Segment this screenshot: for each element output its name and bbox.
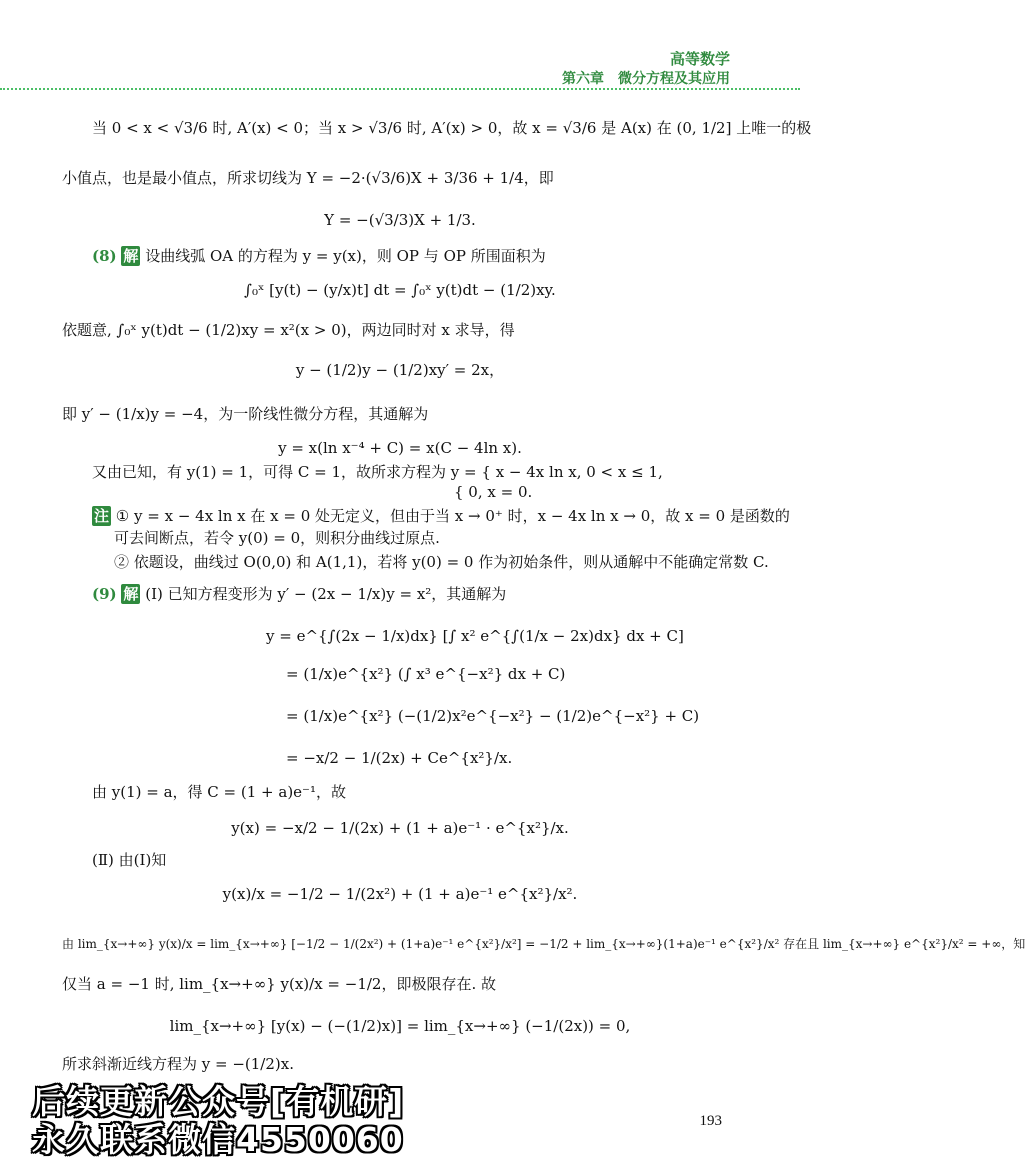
header-divider <box>0 88 800 90</box>
equation: y(x) = −x/2 − 1/(2x) + (1 + a)e⁻¹ · e^{x²}/x. <box>231 819 569 837</box>
text-line: 由 lim_{x→+∞} y(x)/x = lim_{x→+∞} [−1/2 − 1/(2x²) + (1+a)e⁻¹ e^{x²}/x²] = −1/2 + lim_{x→+∞}(1+a)e⁻¹ e^{x²}/x² 存在且 lim_{x→+∞} e^{x²}/x² = +∞，知 <box>62 937 1025 951</box>
text-line: 即 y′ − (1/x)y = −4，为一阶线性微分方程，其通解为 <box>62 405 429 423</box>
text-line: 设曲线弧 OA 的方程为 y = y(x)，则 OP 与 OP 所围面积为 <box>145 247 546 265</box>
text-line: 当 0 < x < √3/6 时, A′(x) < 0；当 x > √3/6 时, A′(x) > 0，故 x = √3/6 是 A(x) 在 (0, 1/2] 上唯一的极 <box>92 119 812 137</box>
text-line: 依题意, ∫₀ˣ y(t)dt − (1/2)xy = x²(x > 0)，两边同时对 x 求导，得 <box>62 321 515 339</box>
equation: = (1/x)e^{x²} (−(1/2)x²e^{−x²} − (1/2)e^{−x²} + C) <box>286 707 700 725</box>
problem-number: (9) <box>92 585 117 603</box>
text-line: (Ⅰ) 已知方程变形为 y′ − (2x − 1/x)y = x²，其通解为 <box>145 585 507 603</box>
equation: y(x)/x = −1/2 − 1/(2x²) + (1 + a)e⁻¹ e^{x²}/x². <box>222 885 578 903</box>
equation: lim_{x→+∞} [y(x) − (−(1/2)x)] = lim_{x→+∞} (−1/(2x)) = 0, <box>169 1017 631 1035</box>
book-title: 高等数学 <box>669 51 730 68</box>
equation: Y = −(√3/3)X + 1/3. <box>324 211 476 229</box>
watermark-line-1: 后续更新公众号[有机研] <box>32 1082 405 1121</box>
solution-badge: 解 <box>123 585 139 603</box>
problem-8-line <box>92 246 546 266</box>
equation: y − (1/2)y − (1/2)xy′ = 2x， <box>295 361 505 379</box>
equation: = −x/2 − 1/(2x) + Ce^{x²}/x. <box>286 749 513 767</box>
equation: = (1/x)e^{x²} (∫ x³ e^{−x²} dx + C) <box>286 665 566 683</box>
solution-badge: 解 <box>123 247 139 265</box>
text-line: 仅当 a = −1 时, lim_{x→+∞} y(x)/x = −1/2，即极限存在. 故 <box>62 975 496 993</box>
text-line: 可去间断点，若令 y(0) = 0，则积分曲线过原点. <box>114 529 440 547</box>
equation: ∫₀ˣ [y(t) − (y/x)t] dt = ∫₀ˣ y(t)dt − (1/2)xy. <box>244 281 556 299</box>
text-line: 所求斜渐近线方程为 y = −(1/2)x. <box>62 1055 294 1073</box>
watermark-line-2: 永久联系微信4550060 <box>32 1120 404 1159</box>
text-line: 由 y(1) = a，得 C = (1 + a)e⁻¹，故 <box>92 783 346 801</box>
note-line <box>92 506 790 526</box>
text-line: ② 依题设，曲线过 O(0,0) 和 A(1,1)，若将 y(0) = 0 作为初始条件，则从通解中不能确定常数 C. <box>114 553 769 571</box>
text-line: ① y = x − 4x ln x 在 x = 0 处无定义，但由于当 x → 0⁺ 时，x − 4x ln x → 0，故 x = 0 是函数的 <box>115 507 790 525</box>
equation: y = e^{∫(2x − 1/x)dx} [∫ x² e^{∫(1/x − 2x)dx} dx + C] <box>266 627 684 645</box>
problem-9-line <box>92 584 506 604</box>
text-line: 小值点，也是最小值点，所求切线为 Y = −2·(√3/6)X + 3/36 + 1/4，即 <box>62 169 554 187</box>
problem-number: (8) <box>92 247 117 265</box>
text-line: (Ⅱ) 由(Ⅰ)知 <box>92 851 167 869</box>
chapter-title: 第六章 微分方程及其应用 <box>562 70 730 86</box>
equation: y = x(ln x⁻⁴ + C) = x(C − 4ln x). <box>278 439 522 457</box>
note-badge: 注 <box>94 507 110 525</box>
text-line: { 0, x = 0. <box>454 483 533 501</box>
page-number: 193 <box>699 1113 722 1129</box>
text-line: 又由已知，有 y(1) = 1，可得 C = 1，故所求方程为 y = { x − 4x ln x, 0 < x ≤ 1, <box>92 463 663 481</box>
